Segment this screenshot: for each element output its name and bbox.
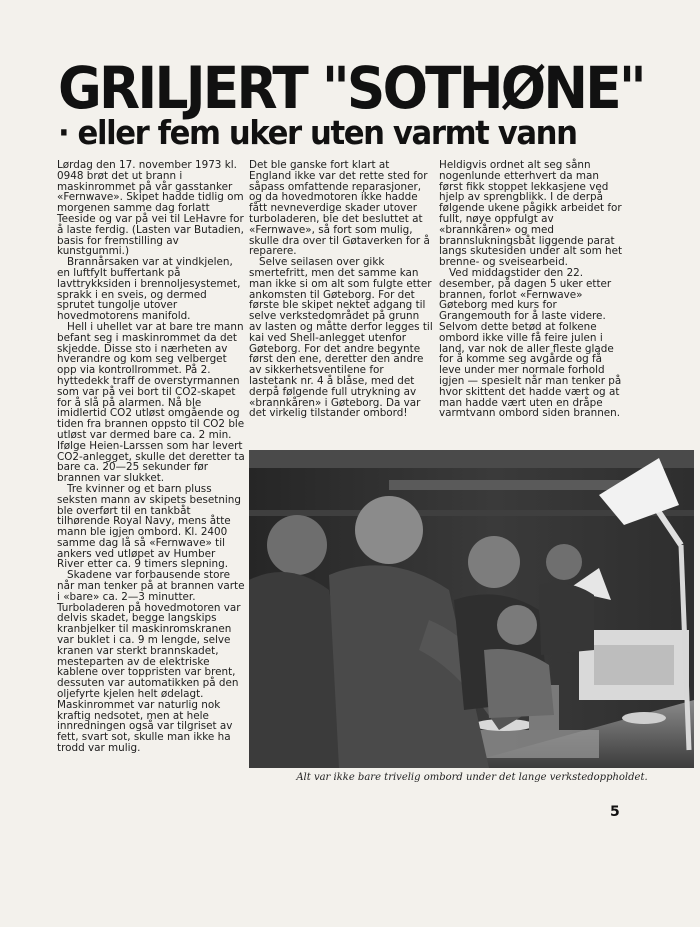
paragraph: Heldigvis ordnet alt seg sånn nogenlunde etterhvert da man først fikk stoppet lekkasjene ved hjelp av sprengblikk. I de derpå følgende ukene pågikk arbeidet for fullt, nøye oppfulgt av «brannkåren» og med brannslukningsbåt liggende parat langs skutesiden under alt som het brenne- og sveisearbeid.	[439, 159, 623, 269]
paragraph: Tre kvinner og et barn pluss seksten mann av skipets besetning ble overført til en tankbåt tilhørende Royal Navy, mens åtte mann ble igjen ombord. Kl. 2400 samme dag lå så «Fernwave» til ankers ved utløpet av Humber River etter ca. 9 timers slepning.	[57, 482, 241, 571]
crew-photo	[249, 450, 694, 768]
page-number: 5	[610, 804, 620, 820]
paragraph: Selve seilasen over gikk smertefritt, men det samme kan man ikke si om alt som fulgte etter ankomsten til Gøteborg. For det første ble skipet nektet adgang til selve verkstedområdet på grunn av lasten og måtte derfor legges til kai ved Shell-anlegget utenfor Gøteborg. For det andre begynte først den ene, deretter den andre av sikkerhetsventilene for lastetank nr. 4 å blåse, med det derpå følgende full utrykning av «brannkåren» i Gøteborg. Da var det virkelig tilstander ombord!	[249, 256, 433, 420]
photo-illustration	[249, 450, 694, 768]
article-column-2	[249, 160, 434, 419]
paragraph: Det ble ganske fort klart at England ikke var det rette sted for såpass omfattende reparasjoner, og da hovedmotoren ikke hadde fått nevneverdige skader utover turboladeren, ble det besluttet at «Fernwave», så fort som mulig, skulle dra over til Gøtaverken for å reparere.	[249, 159, 430, 258]
paragraph: Skadene var forbausende store når man tenker på at brannen varte i «bare» ca. 2—3 minutter. Turboladeren på hovedmotoren var delvis skadet, begge langskips kranbjelker til maskinromskranen var buklet i ca. 9 m lengde, selve kranen var sterkt brannskadet, mesteparten av de elektriske kablene over toppristen var brent, dessuten var automatikken på den oljefyrte kjelen helt ødelagt. Maskinrommet var naturlig nok kraftig nedsotet, men at hele innredningen også var tilgriset av fett, svart sot, skulle man ikke ha trodd var mulig.	[57, 569, 245, 755]
headline: GRILJERT "SOTHØNE"	[58, 54, 644, 122]
paragraph: Hell i uhellet var at bare tre mann befant seg i maskinrommet da det skjedde. Disse sto i nærheten av hverandre og kom seg velberget opp via kontrollrommet. På 2. hyttedekk traff de overstyrmannen som var på vei bort til CO2-skapet for å slå på alarmen. Nå ble imidlertid CO2 utløst omgående og tiden fra brannen oppsto til CO2 ble utløst var dermed bare ca. 2 min. Ifølge Heien-Larssen som har levert CO2-anlegget, skulle det deretter ta bare ca. 20—25 sekunder før brannen var slukket.	[57, 320, 245, 485]
paragraph: Lørdag den 17. november 1973 kl. 0948 brøt det ut brann i maskinrommet på vår gasstanker «Fernwave». Skipet hadde tidlig om morgenen samme dag forlatt Teeside og var på vei til LeHavre for å laste ferdig. (Lasten var Butadien, basis for fremstilling av kunstgummi.)	[57, 159, 244, 258]
paragraph: Ved middagstider den 22. desember, på dagen 5 uker etter brannen, forlot «Fernwave» Gøteborg med kurs for Grangemouth for å laste videre. Selvom dette betød at folkene ombord ikke ville få feire julen i land, var nok de aller fleste glade for å komme seg avgårde og få leve under mer normale forhold igjen — spesielt når man tenker på hvor skittent det hadde vært og at man hadde vært uten en dråpe varmtvann ombord siden brannen.	[439, 266, 622, 420]
article-column-3	[439, 160, 624, 419]
article-column-1	[57, 160, 245, 754]
subheadline: · eller fem uker uten varmt vann	[58, 113, 577, 152]
photo-caption: Alt var ikke bare trivelig ombord under det lange verkstedoppholdet.	[296, 772, 648, 783]
paragraph: Brannårsaken var at vindkjelen, en luftfylt buffertank på lavttrykksiden i brennoljesystemet, sprakk i en sveis, og dermed sprutet tungolje utover hovedmotorens manifold.	[57, 256, 241, 323]
